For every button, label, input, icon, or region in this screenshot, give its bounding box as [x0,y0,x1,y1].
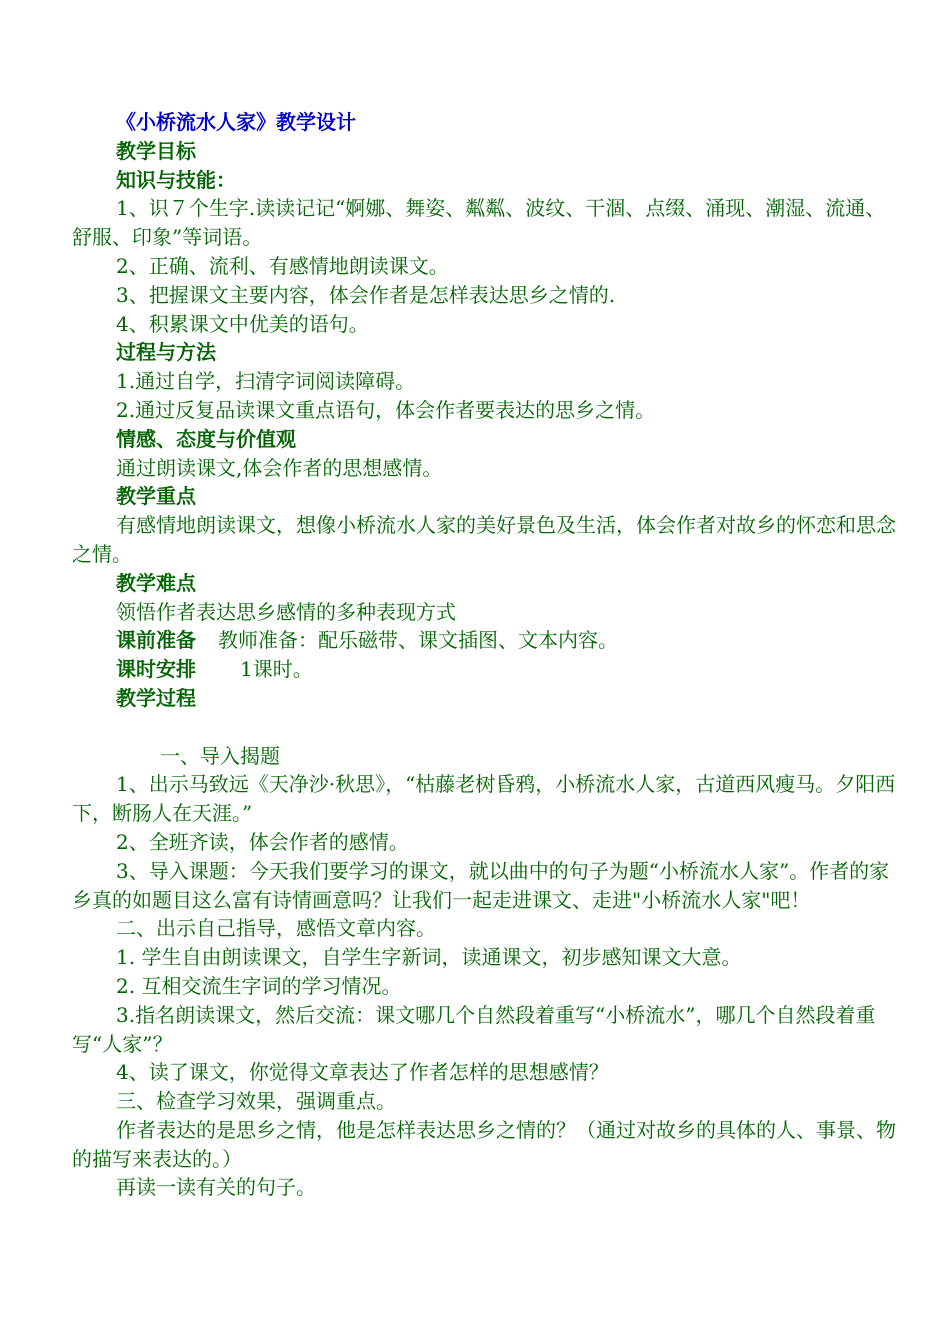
emotion-heading: 情感、态度与价值观 [116,426,296,451]
knowledge-item-1: 1、识７个生字.读读记记“婀娜、舞姿、粼粼、波纹、干涸、点缀、涌现、潮湿、流通、舒服、印象”等词语。 [72,196,886,250]
step2-item-3: 3.指名朗读课文，然后交流：课文哪几个自然段着重写“小桥流水”，哪几个自然段着重写“人家”？ [72,1002,876,1056]
step2-item-4: 4、读了课文，你觉得文章表达了作者怎样的思想感情？ [116,1060,609,1085]
schedule-text: 1课时。 [240,657,313,682]
process-heading: 过程与方法 [116,340,216,365]
spacer [72,713,896,742]
knowledge-item-4: 4、积累课文中优美的语句。 [116,311,369,336]
prep-heading: 课前准备 [116,628,196,653]
prep-line [72,626,896,655]
prep-text: 教师准备：配乐磁带、课文插图、文本内容。 [218,628,618,653]
difficulty-text: 领悟作者表达思乡感情的多种表现方式 [116,599,456,624]
document-page [72,108,896,1202]
step1-item-2: 2、全班齐读，体会作者的感情。 [116,829,409,854]
step1-item-3: 3、导入课题：今天我们要学习的课文，就以曲中的句子为题“小桥流水人家”。作者的家乡真的如题目这么富有诗情画意吗？让我们一起走进课文、走进"小桥流水人家"吧！ [72,858,890,912]
step3-item-1: 作者表达的是思乡之情，他是怎样表达思乡之情的？（通过对故乡的具体的人、事景、物的描写来表达的。） [72,1117,896,1171]
goals-heading: 教学目标 [116,138,196,163]
knowledge-item-2: 2、正确、流利、有感情地朗读课文。 [116,253,449,278]
key-heading: 教学重点 [116,484,196,509]
difficulty-heading: 教学难点 [116,570,196,595]
step3-item-2: 再读一读有关的句子。 [116,1175,316,1200]
step2-item-1: 1. 学生自由朗读课文，自学生字新词，读通课文，初步感知课文大意。 [116,945,742,970]
step2-heading: 二、出示自己指导，感悟文章内容。 [116,916,436,941]
emotion-text: 通过朗读课文,体会作者的思想感情。 [116,455,443,480]
procedure-heading: 教学过程 [116,685,196,710]
document-title: 《小桥流水人家》教学设计 [116,110,356,134]
knowledge-heading: 知识与技能： [116,167,236,192]
step3-heading: 三、检查学习效果，强调重点。 [116,1089,396,1114]
key-text: 有感情地朗读课文，想像小桥流水人家的美好景色及生活，体会作者对故乡的怀恋和思念之情。 [72,513,896,566]
schedule-line [72,655,896,684]
step1-item-1: 1、出示马致远《天净沙·秋思》，“枯藤老树昏鸦，小桥流水人家，古道西风瘦马。夕阳西下，断肠人在天涯。” [72,772,896,826]
step2-item-2: 2. 互相交流生字词的学习情况。 [116,973,402,998]
knowledge-item-3: 3、把握课文主要内容，体会作者是怎样表达思乡之情的. [116,282,616,307]
process-item-2: 2.通过反复品读课文重点语句，体会作者要表达的思乡之情。 [116,397,656,422]
step1-heading: 一、导入揭题 [160,743,280,768]
process-item-1: 1.通过自学，扫清字词阅读障碍。 [116,369,416,394]
schedule-heading: 课时安排 [116,657,196,682]
